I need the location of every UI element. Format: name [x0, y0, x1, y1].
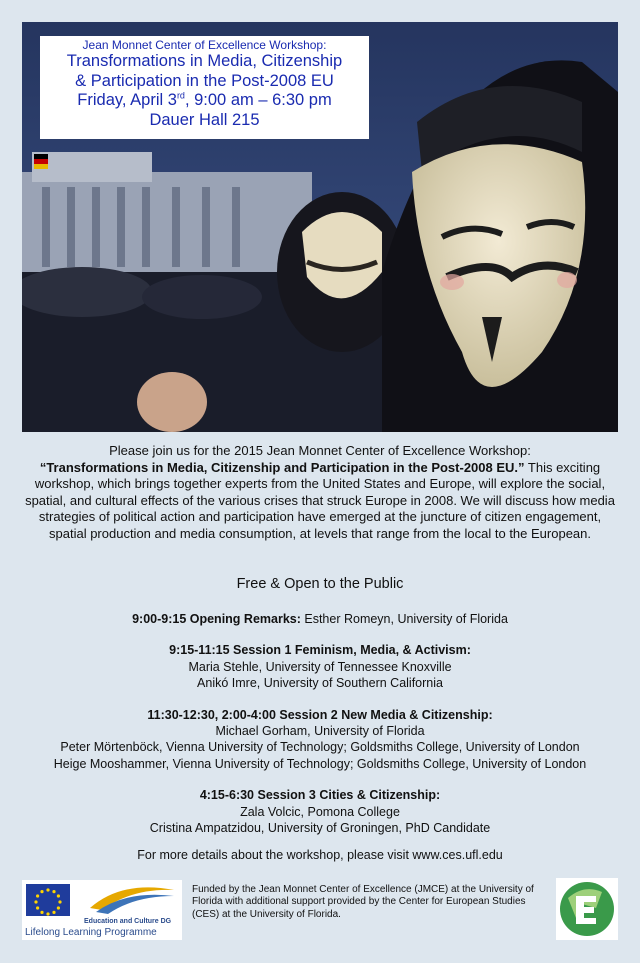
- title-line2: Transformations in Media, Citizenship: [66, 52, 343, 70]
- title-box: [40, 36, 369, 139]
- schedule: [0, 611, 640, 851]
- llp-label: Lifelong Learning Programme: [25, 927, 157, 938]
- schedule-opening: [0, 611, 640, 627]
- session2-speaker: Michael Gorham, University of Florida: [215, 724, 425, 739]
- intro-rest: This exciting workshop, which brings together experts from the United States and Europe, will explore the social, spatial, and cultural effects of the various crises that struck Europe in 2008. We will discuss how media strategies of political action and participation have emerged at the juncture of citizen engagement, spatial production and media consumption, at levels that range from the local to the European.: [25, 459, 615, 541]
- schedule-session3: [0, 787, 640, 836]
- session1-speaker: Anikó Imre, University of Southern California: [197, 676, 443, 691]
- date-pre: Friday, April 3: [77, 91, 177, 109]
- session3-head: 4:15-6:30 Session 3 Cities & Citizenship:: [199, 788, 441, 803]
- date-sup: rd: [176, 90, 185, 101]
- funding-note: Funded by the Jean Monnet Center of Excellence (JMCE) at the University of Florida with additional support provided by the Center for European Studies (CES) at the University of Florida.: [192, 884, 534, 920]
- opening-head: 9:00-9:15 Opening Remarks:: [132, 612, 301, 626]
- session1-head: 9:15-11:15 Session 1 Feminism, Media, & Activism:: [169, 643, 471, 658]
- title-line3: & Participation in the Post-2008 EU: [75, 71, 334, 90]
- session2-speaker: Peter Mörtenböck, Vienna University of Technology; Goldsmiths College, University of London: [60, 740, 580, 755]
- opening-speaker: Esther Romeyn, University of Florida: [300, 612, 508, 626]
- event-location: Dauer Hall 215: [149, 110, 260, 129]
- eu-logos: [22, 880, 182, 940]
- session1-speaker: Maria Stehle, University of Tennessee Knoxville: [188, 659, 452, 674]
- intro-paragraph: [22, 443, 618, 543]
- session2-speaker: Heige Mooshammer, Vienna University of Technology; Goldsmiths College, University of London: [53, 756, 587, 771]
- session2-head: 11:30-12:30, 2:00-4:00 Session 2 New Media & Citizenship:: [147, 707, 493, 722]
- more-details: For more details about the workshop, please visit www.ces.ufl.edu: [137, 848, 503, 862]
- ces-logo: [556, 878, 618, 940]
- session3-speaker: Cristina Ampatzidou, University of Groningen, PhD Candidate: [149, 821, 491, 836]
- intro-lead: Please join us for the 2015 Jean Monnet Center of Excellence Workshop:: [109, 443, 531, 458]
- title-line1: Jean Monnet Center of Excellence Workshop:: [82, 38, 327, 52]
- schedule-session1: [0, 642, 640, 691]
- date-post: , 9:00 am – 6:30 pm: [184, 91, 332, 109]
- event-date: [40, 91, 369, 111]
- free-open-notice: Free & Open to the Public: [236, 576, 404, 592]
- session3-speaker: Zala Volcic, Pomona College: [240, 804, 400, 819]
- edu-culture-label: Education and Culture DG: [84, 918, 172, 925]
- ces-globe-icon: [556, 878, 618, 940]
- intro-bold: “Transformations in Media, Citizenship and Participation in the Post-2008 EU.”: [39, 459, 525, 475]
- schedule-session2: [0, 707, 640, 773]
